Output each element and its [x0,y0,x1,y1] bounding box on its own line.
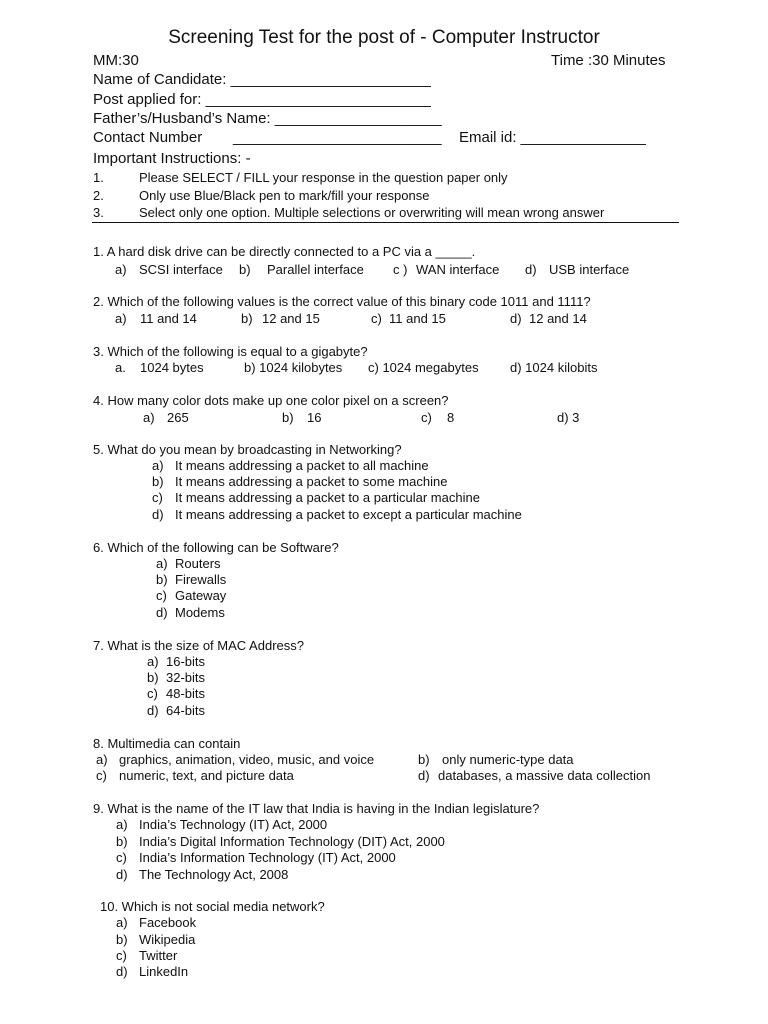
instructions-heading: Important Instructions: - [93,150,251,167]
option-label[interactable]: b) [152,474,164,489]
option-text[interactable]: India’s Information Technology (IT) Act, 2000 [139,850,396,865]
option-text[interactable]: 64-bits [166,703,206,718]
time-allowed: Time :30 Minutes [551,52,666,69]
father-husband-name-field[interactable]: Father’s/Husband’s Name: ____________________ [93,110,442,127]
option-label[interactable]: c) [152,490,163,505]
question-text: 5. What do you mean by broadcasting in Networking? [93,442,402,457]
option-text[interactable]: only numeric-type data [442,752,574,767]
option-label[interactable]: d) [510,311,522,326]
option-label[interactable]: a) [115,262,127,277]
contact-number-field[interactable]: _________________________ [233,129,442,146]
email-field[interactable]: Email id: _______________ [459,129,646,146]
option-text[interactable]: Parallel interface [267,262,364,277]
option-text[interactable]: c) 1024 megabytes [368,360,479,375]
option-text[interactable]: 265 [167,410,189,425]
option-label[interactable]: d) [152,507,164,522]
option-label[interactable]: b) [239,262,251,277]
option-text[interactable]: 11 and 14 [140,311,197,326]
option-label[interactable]: a) [96,752,108,767]
option-label[interactable]: b) [418,752,430,767]
candidate-name-field[interactable]: Name of Candidate: ________________________ [93,71,431,88]
option-label[interactable]: b) [147,670,159,685]
option-text[interactable]: graphics, animation, video, music, and voice [119,752,375,767]
question-text: 9. What is the name of the IT law that India is having in the Indian legislature? [93,801,540,816]
option-label[interactable]: c) [96,768,107,783]
option-label[interactable]: c) [371,311,382,326]
option-text[interactable]: 1024 bytes [140,360,204,375]
question-text: 1. A hard disk drive can be directly connected to a PC via a _____. [93,244,476,259]
option-label[interactable]: b) [282,410,294,425]
option-label[interactable]: b) [116,834,128,849]
option-text[interactable]: Routers [175,556,221,571]
option-text[interactable]: SCSI interface [139,262,223,277]
option-label[interactable]: d) [418,768,430,783]
instruction-number: 1. [93,170,104,185]
option-text[interactable]: 12 and 15 [262,311,320,326]
option-text[interactable]: 16 [307,410,322,425]
option-label[interactable]: c) [116,850,127,865]
option-text[interactable]: d) 1024 kilobits [510,360,598,375]
option-label[interactable]: d) [156,605,168,620]
option-label[interactable]: d) [147,703,159,718]
option-label[interactable]: b) [116,932,128,947]
question-text: 2. Which of the following values is the correct value of this binary code 1011 and 1111? [93,294,591,309]
page-title: Screening Test for the post of - Computer Instructor [168,27,600,48]
option-text[interactable]: India’s Digital Information Technology (DIT) Act, 2000 [139,834,445,849]
max-marks: MM:30 [93,52,139,69]
option-label[interactable]: d) [525,262,537,277]
option-text[interactable]: 8 [447,410,455,425]
option-text[interactable]: Wikipedia [139,932,196,947]
post-applied-field[interactable]: Post applied for: ___________________________ [93,91,431,108]
question-text: 6. Which of the following can be Software? [93,540,339,555]
instruction-text: Only use Blue/Black pen to mark/fill your response [139,188,430,203]
header-divider [92,222,679,223]
option-text[interactable]: USB interface [549,262,630,277]
option-text[interactable]: LinkedIn [139,964,189,979]
question-text: 3. Which of the following is equal to a gigabyte? [93,344,368,359]
option-text[interactable]: Modems [175,605,225,620]
option-text[interactable]: numeric, text, and picture data [119,768,294,783]
option-label[interactable]: a) [116,915,128,930]
option-label[interactable]: a) [143,410,155,425]
option-text[interactable]: d) 3 [557,410,580,425]
option-text[interactable]: b) 1024 kilobytes [244,360,343,375]
instruction-text: Select only one option. Multiple selections or overwriting will mean wrong answer [139,205,605,220]
option-text[interactable]: 48-bits [166,686,206,701]
option-label[interactable]: d) [116,867,128,882]
instruction-text: Please SELECT / FILL your response in the question paper only [139,170,508,185]
option-text[interactable]: Gateway [175,588,227,603]
option-text[interactable]: 16-bits [166,654,206,669]
instruction-number: 2. [93,188,104,203]
question-text: 7. What is the size of MAC Address? [93,638,304,653]
option-label[interactable]: a) [116,817,128,832]
option-label[interactable]: c) [156,588,167,603]
option-text[interactable]: It means addressing a packet to all machine [175,458,429,473]
contact-number-label: Contact Number [93,129,203,146]
option-text[interactable]: India’s Technology (IT) Act, 2000 [139,817,328,832]
option-label[interactable]: a) [115,311,127,326]
option-label[interactable]: c) [421,410,432,425]
option-label[interactable]: a. [115,360,126,375]
option-label[interactable]: a) [156,556,168,571]
option-text[interactable]: 12 and 14 [529,311,587,326]
option-label[interactable]: c ) [393,262,408,277]
option-label[interactable]: b) [241,311,253,326]
option-label[interactable]: d) [116,964,128,979]
option-text[interactable]: 11 and 15 [389,311,446,326]
instruction-number: 3. [93,205,104,220]
option-text[interactable]: It means addressing a packet to except a particular machine [175,507,522,522]
option-label[interactable]: b) [156,572,168,587]
option-text[interactable]: Twitter [139,948,178,963]
option-text[interactable]: databases, a massive data collection [438,768,651,783]
option-text[interactable]: WAN interface [416,262,500,277]
option-text[interactable]: 32-bits [166,670,206,685]
option-text[interactable]: It means addressing a packet to a particular machine [175,490,480,505]
option-text[interactable]: The Technology Act, 2008 [139,867,289,882]
question-text: 4. How many color dots make up one color pixel on a screen? [93,393,449,408]
option-label[interactable]: c) [116,948,127,963]
question-text: 10. Which is not social media network? [100,899,325,914]
option-text[interactable]: It means addressing a packet to some machine [175,474,448,489]
option-text[interactable]: Firewalls [175,572,227,587]
option-label[interactable]: a) [147,654,159,669]
option-label[interactable]: c) [147,686,158,701]
option-label[interactable]: a) [152,458,164,473]
question-text: 8. Multimedia can contain [93,736,241,751]
option-text[interactable]: Facebook [139,915,197,930]
